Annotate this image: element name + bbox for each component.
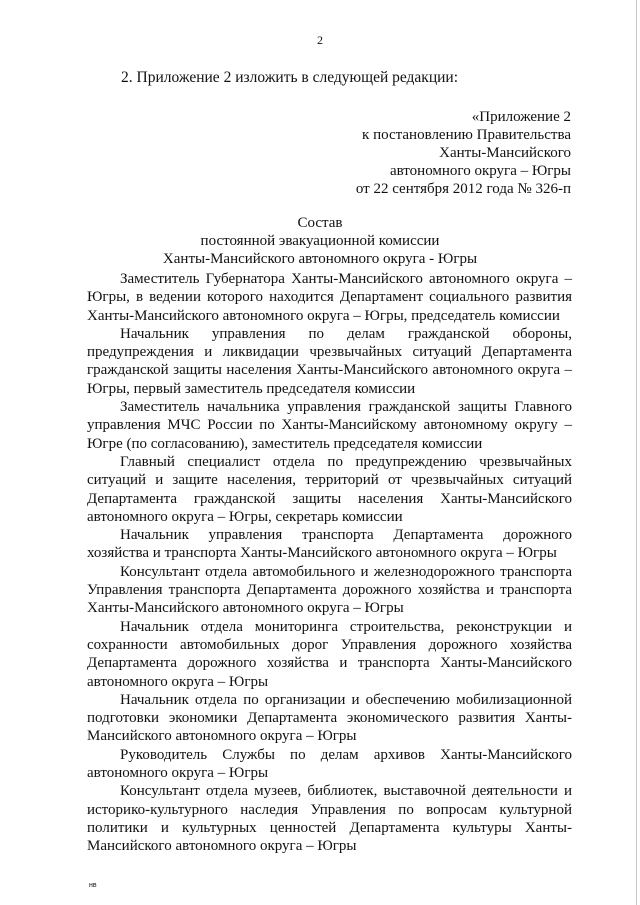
commission-members-list — [87, 270, 572, 856]
annex-header-line: Ханты-Мансийского — [439, 145, 571, 161]
member-entry: Консультант отдела автомобильного и железнодорожного транспорта Управления транспорта Департамента дорожного хозяйства и транспорта Ханты-Мансийского автономного округа – Югры — [87, 563, 572, 617]
member-entry: Заместитель Губернатора Ханты-Мансийского автономного округа – Югры, в ведении которого находится Департамент социального развития Ханты-Мансийского автономного округа – Югры, председатель комиссии — [87, 271, 572, 324]
title-line: Ханты-Мансийского автономного округа - Югры — [162, 251, 478, 267]
page-edge-line — [636, 0, 637, 905]
member-entry: Консультант отдела музеев, библиотек, выставочной деятельности и историко-культурного наследия Управления по вопросам культурной политики и культурных ценностей Департамента культуры Ханты-Мансийского автономного округа – Югры — [87, 783, 572, 855]
member-entry: Начальник управления по делам гражданской обороны, предупреждения и ликвидации чрезвычайных ситуаций Департамента гражданской защиты населения Ханты-Мансийского автономного округа – Югры, первый заместитель председателя комиссии — [87, 325, 572, 397]
member-entry: Главный специалист отдела по предупреждению чрезвычайных ситуаций и защите населения, территорий от чрезвычайных ситуаций Департамента гражданской защиты населения Ханты-Мансийского автономного округа – Югры, секретарь комиссии — [87, 453, 572, 525]
title-line: постоянной эвакуационной комиссии — [200, 233, 440, 249]
member-entry: Начальник управления транспорта Департамента дорожного хозяйства и транспорта Ханты-Мансийского автономного округа – Югры — [87, 527, 572, 562]
annex-header-line: от 22 сентября 2012 года № 326-п — [355, 181, 571, 197]
member-entry: Начальник отдела по организации и обеспечению мобилизационной подготовки экономики Департамента экономического развития Ханты-Мансийского автономного округа – Югры — [87, 691, 572, 745]
title-line: Состав — [297, 215, 343, 231]
annex-header — [356, 108, 571, 198]
annex-header-line: к постановлению Правительства — [362, 127, 571, 143]
annex-header-line: автономного округа – Югры — [389, 163, 571, 179]
page-number: 2 — [317, 33, 323, 47]
member-entry: Руководитель Службы по делам архивов Ханты-Мансийского автономного округа – Югры — [87, 746, 572, 782]
document-title — [0, 214, 640, 268]
annex-header-line: «Приложение 2 — [471, 109, 571, 125]
footer-initials: нв — [89, 882, 97, 889]
member-entry: Начальник отдела мониторинга строительства, реконструкции и сохранности автомобильных дорог Управления дорожного хозяйства Департамента дорожного хозяйства и транспорта Ханты-Мансийского автономного округа – Югры — [87, 618, 572, 690]
amendment-intro: 2. Приложение 2 изложить в следующей редакции: — [121, 69, 459, 86]
member-entry: Заместитель начальника управления гражданской защиты Главного управления МЧС России по Ханты-Мансийскому автономному округу – Югре (по согласованию), заместитель председателя комиссии — [87, 399, 572, 452]
